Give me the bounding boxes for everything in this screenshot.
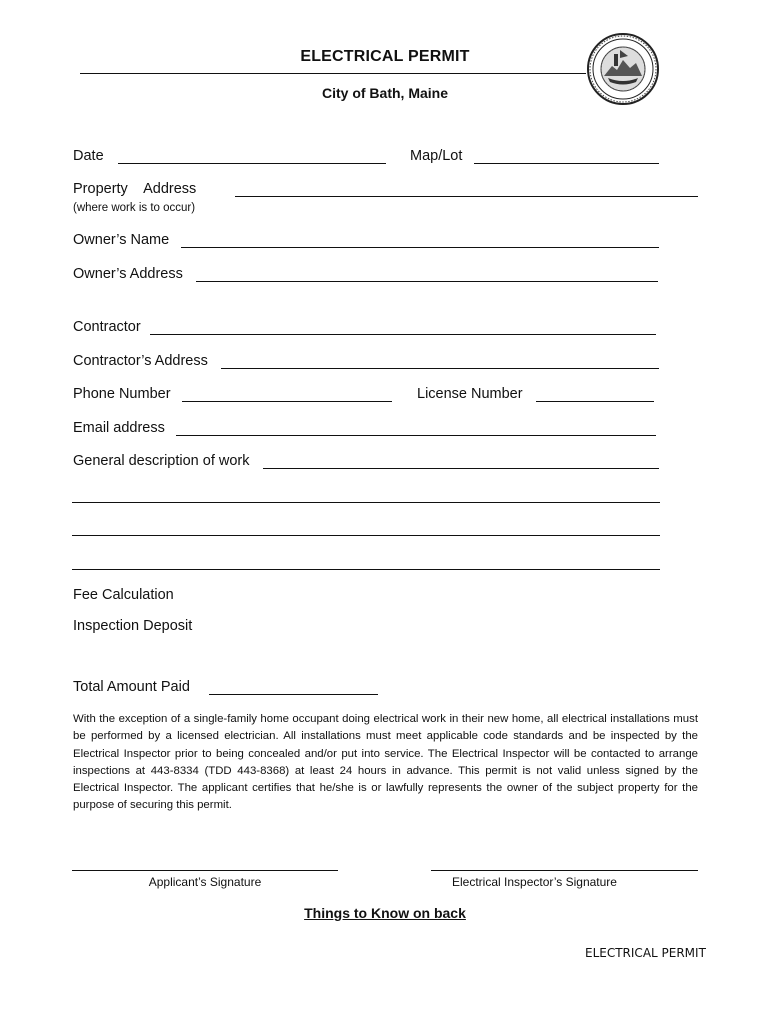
description-field-line-3[interactable]: [72, 535, 660, 536]
total-amount-label: Total Amount Paid: [73, 679, 190, 695]
city-seal-icon: [586, 32, 660, 106]
page-subtitle: City of Bath, Maine: [321, 85, 448, 101]
email-label: Email address: [73, 420, 165, 436]
date-label: Date: [73, 148, 104, 164]
owner-address-field[interactable]: [196, 281, 658, 282]
contractor-label: Contractor: [73, 319, 141, 335]
applicant-signature-label: Applicant’s Signature: [148, 875, 262, 889]
owner-name-label: Owner’s Name: [73, 232, 170, 248]
property-address-field[interactable]: [235, 196, 698, 197]
footer-label: ELECTRICAL PERMIT: [585, 946, 706, 960]
owner-address-label: Owner’s Address: [73, 266, 183, 282]
maplot-field[interactable]: [474, 163, 659, 164]
description-field-line-2[interactable]: [72, 502, 660, 503]
permit-notice: With the exception of a single-family home occupant doing electrical work in their new home, all electrical installations must be performed by a licensed electrician. All installations must meet applicable code standards and be inspected by the Electrical Inspector prior to being concealed and/or put into service. The Electrical Inspector will be contacted to arrange inspections at 443-8334 (TDD 443-8368) at least 24 hours in advance. This permit is not valid unless signed by the Electrical Inspector. The applicant certifies that he/she is or lawfully represents the owner of the subject property for the purpose of securing this permit.: [73, 713, 698, 812]
inspector-signature-label: Electrical Inspector’s Signature: [452, 875, 617, 889]
applicant-signature-field[interactable]: [72, 870, 338, 871]
maplot-label: Map/Lot: [410, 148, 463, 164]
license-label: License Number: [417, 386, 523, 402]
description-field-line-1[interactable]: [263, 468, 659, 469]
inspection-deposit-label: Inspection Deposit: [73, 618, 193, 634]
property-address-note: (where work is to occur): [73, 202, 196, 214]
license-field[interactable]: [536, 401, 654, 402]
contractor-field[interactable]: [150, 334, 656, 335]
email-field[interactable]: [176, 435, 656, 436]
date-field[interactable]: [118, 163, 386, 164]
property-address-label: Property Address: [73, 181, 197, 197]
phone-label: Phone Number: [73, 386, 171, 402]
total-amount-field[interactable]: [209, 694, 378, 695]
contractor-address-label: Contractor’s Address: [73, 353, 208, 369]
contractor-address-field[interactable]: [221, 368, 659, 369]
owner-name-field[interactable]: [181, 247, 659, 248]
description-label: General description of work: [73, 453, 250, 469]
things-to-know-note: Things to Know on back: [304, 905, 466, 921]
page-title: ELECTRICAL PERMIT: [300, 48, 470, 65]
description-field-line-4[interactable]: [72, 569, 660, 570]
title-underline: [80, 73, 586, 74]
inspector-signature-field[interactable]: [431, 870, 698, 871]
fee-calculation-label: Fee Calculation: [73, 587, 174, 603]
phone-field[interactable]: [182, 401, 392, 402]
